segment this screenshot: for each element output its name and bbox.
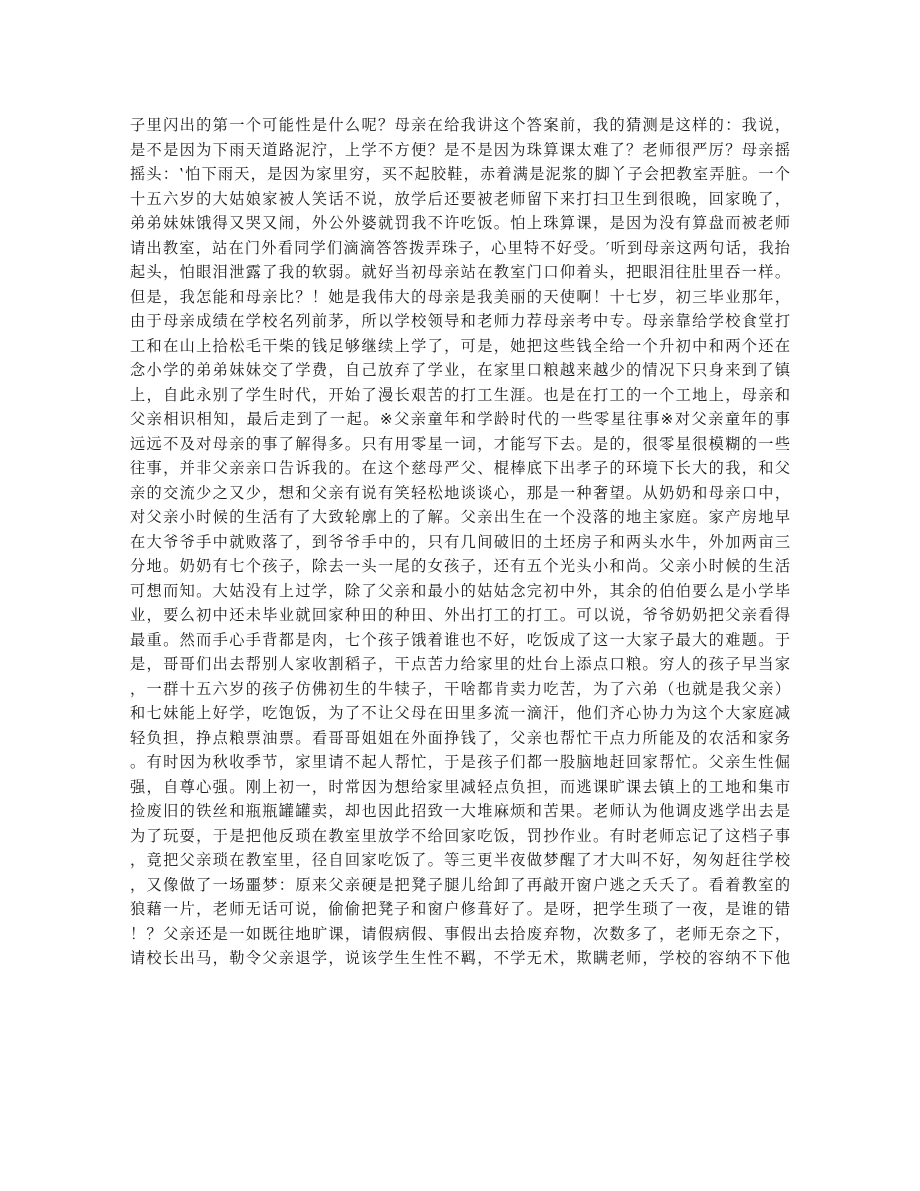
text-line: 念小学的弟弟妹妹交了学费，自己放弃了学业，在家里口粮越来越少的情况下只身来到了镇 [130,361,790,379]
text-line: 捡废旧的铁丝和瓶瓶罐罐卖，却也因此招致一大堆麻烦和苦果。老师认为他调皮逃学出去是 [130,802,790,820]
text-line: 。有时因为秋收季节，家里请不起人帮忙，于是孩子们都一股脑地赶回家帮忙。父亲生性倔 [130,753,790,771]
text-line: 分地。奶奶有七个孩子，除去一头一尾的女孩子，还有五个光头小和尚。父亲小时候的生活 [130,557,790,575]
text-line: 狼藉一片，老师无话可说，偷偷把凳子和窗户修葺好了。是呀，把学生琐了一夜，是谁的错 [130,900,790,918]
text-line: 但是，我怎能和母亲比？！她是我伟大的母亲是我美丽的天使啊！十七岁，初三毕业那年， [130,287,790,306]
text-line: 请校长出马，勒令父亲退学，说该学生生性不羁，不学无术，欺瞒老师，学校的容纳不下他 [130,949,790,967]
text-line: ，又像做了一场噩梦：原来父亲硬是把凳子腿儿给卸了再敲开窗户逃之夭夭了。看着教室的 [130,875,790,894]
text-line: 工和在山上拾松毛干柴的钱足够继续上学了，可是，她把这些钱全给一个升初中和两个还在 [130,336,790,355]
text-line: 最重。然而手心手背都是肉，七个孩子饿着谁也不好，吃饭成了这一大家子最大的难题。于 [130,630,790,649]
text-line: 和七妹能上好学，吃饱饭，为了不让父母在田里多流一滴汗，他们齐心协力为这个大家庭减 [130,704,790,722]
text-line: 远远不及对母亲的事了解得多。只有用零星一词，才能写下去。是的，很零星很模糊的一些 [130,434,790,453]
text-line: 在大爷爷手中就败落了，到爷爷手中的，只有几间破旧的土坯房子和两头水牛，外加两亩三 [130,532,790,551]
text-line: 弟弟妹妹饿得又哭又闹，外公外婆就罚我不许吃饭。怕上珠算课，是因为没有算盘而被老师 [130,214,790,232]
text-line: 可想而知。大姑没有上过学，除了父亲和最小的姑姑念完初中外，其余的伯伯要么是小学毕 [130,581,790,600]
article-body [130,113,790,971]
text-line: 对父亲小时候的生活有了大致轮廓上的了解。父亲出生在一个没落的地主家庭。家产房地早 [130,508,790,526]
text-line: 子里闪出的第一个可能性是什么呢？母亲在给我讲这个答案前，我的猜测是这样的：我说， [130,116,790,134]
text-line: 亲的交流少之又少，想和父亲有说有笑轻松地谈谈心，那是一种奢望。从奶奶和母亲口中， [130,483,790,502]
text-line: 强，自尊心强。刚上初一，时常因为想给家里减轻点负担，而逃课旷课去镇上的工地和集市 [130,777,790,796]
text-line: 起头，怕眼泪泄露了我的软弱。就好当初母亲站在教室门口仰着头，把眼泪往肚里吞一样。 [130,263,790,281]
text-line: 请出教室，站在门外看同学们滴滴答答拨弄珠子，心里特不好受。′听到母亲这两句话，我抬 [130,238,790,257]
text-line: 摇头：‛怕下雨天，是因为家里穷，买不起胶鞋，赤着满是泥浆的脚丫子会把教室弄脏。一个 [130,165,790,183]
text-line: 往事，并非父亲亲口告诉我的。在这个慈母严父、棍棒底下出孝子的环境下长大的我，和父 [130,459,790,477]
text-line: 是，哥哥们出去帮别人家收割稻子，干点苦力给家里的灶台上添点口粮。穷人的孩子早当家 [130,655,790,673]
text-line: ，竟把父亲琐在教室里，径自回家吃饭了。等三更半夜做梦醒了才大叫不好，匆匆赶往学校 [130,851,790,869]
text-line: 由于母亲成绩在学校名列前茅，所以学校领导和老师力荐母亲考中专。母亲靠给学校食堂打 [130,312,790,330]
text-line: ，一群十五六岁的孩子仿佛初生的牛犊子，干啥都肯卖力吃苦，为了六弟（也就是我父亲） [130,679,790,698]
text-line: 为了玩耍，于是把他反琐在教室里放学不给回家吃饭，罚抄作业。有时老师忘记了这档子事 [130,826,790,845]
text-line: 轻负担，挣点粮票油票。看哥哥姐姐在外面挣钱了，父亲也帮忙干点力所能及的农活和家务 [130,728,790,747]
text-line: 十五六岁的大姑娘家被人笑话不说，放学后还要被老师留下来打扫卫生到很晚，回家晚了， [130,189,790,208]
text-line: 上，自此永别了学生时代，开始了漫长艰苦的打工生涯。也是在打工的一个工地上，母亲和 [130,385,790,404]
text-line: 父亲相识相知，最后走到了一起。※父亲童年和学龄时代的一些零星往事※对父亲童年的事 [130,410,790,428]
text-line: 业，要么初中还未毕业就回家种田的种田、外出打工的打工。可以说，爷爷奶奶把父亲看得 [130,606,790,624]
text-line: ！？父亲还是一如既往地旷课，请假病假、事假出去拾废弃物，次数多了，老师无奈之下， [130,924,790,943]
text-line: 是不是因为下雨天道路泥泞，上学不方便？是不是因为珠算课太难了？老师很严厉？母亲摇 [130,140,790,159]
